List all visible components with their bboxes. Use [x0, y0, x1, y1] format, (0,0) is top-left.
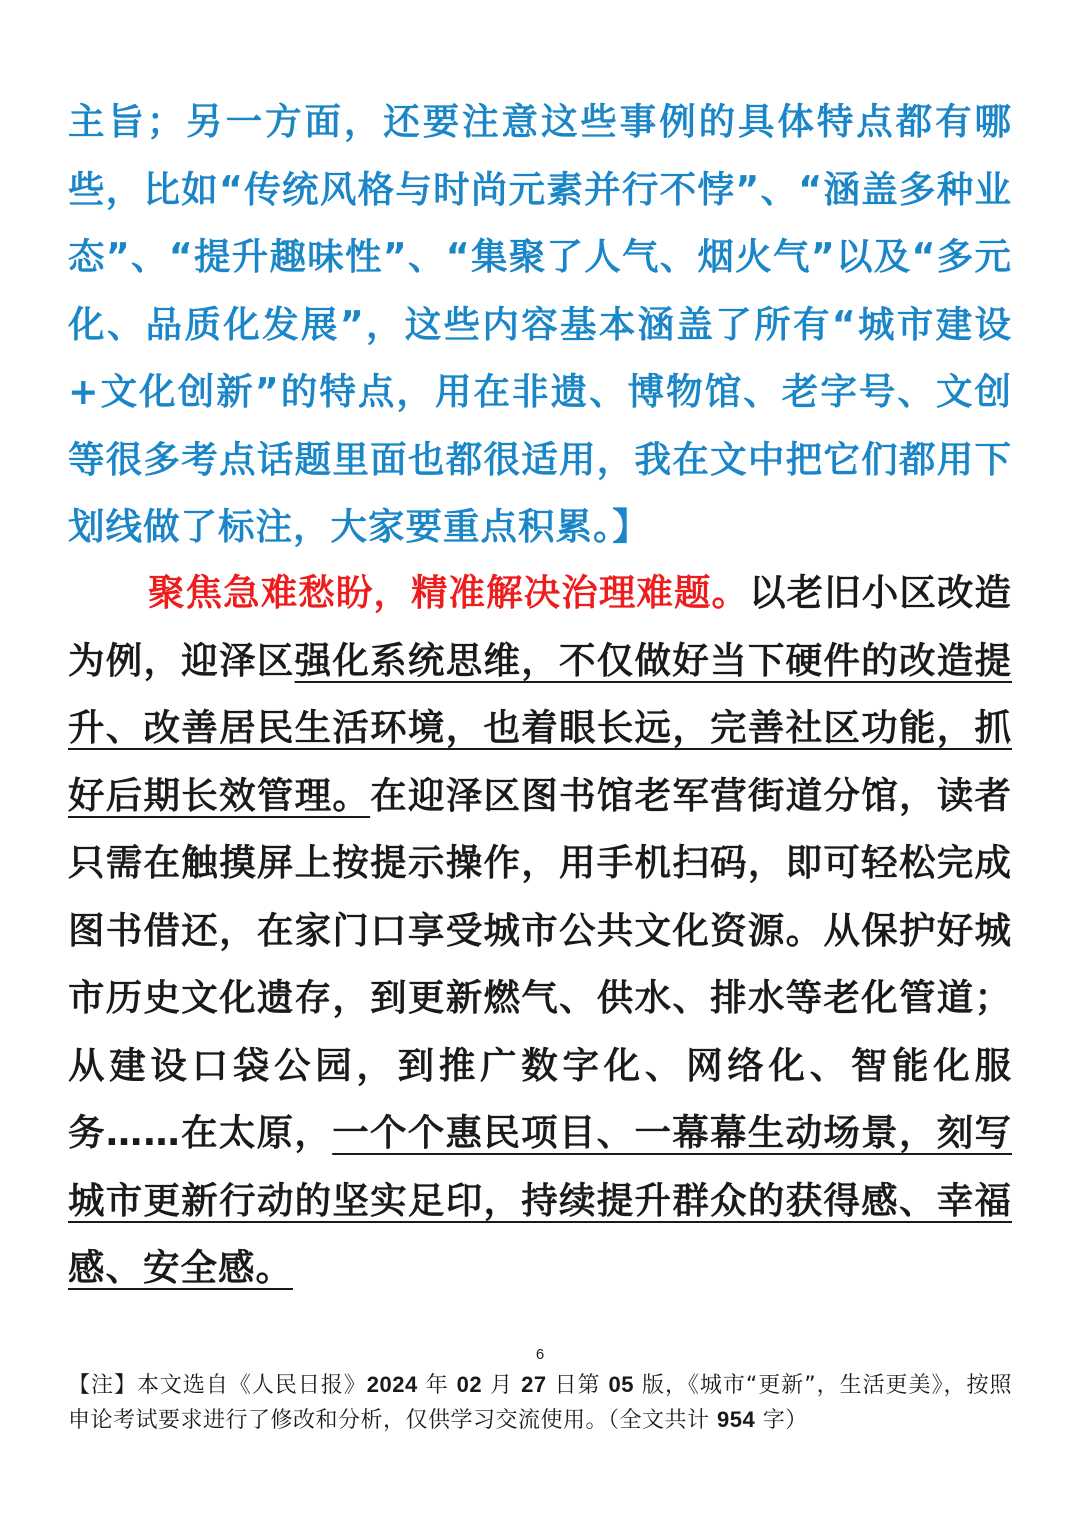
page-number: 6	[535, 1346, 545, 1363]
note-text: 月	[482, 1373, 522, 1398]
body-text-segment: 以老旧小区改造为例，迎泽区	[68, 571, 1013, 682]
note-text: 【注】本文选自《人民日报》	[68, 1373, 367, 1398]
source-note	[68, 1368, 1012, 1438]
underlined-phrase: 强化系统思维，不仅做好当下硬件的改造提升、改善居民生活环境，也着眼长远，完善社区功能，抓好后期长效管理。	[68, 638, 1012, 817]
commentary-text: 主旨；另一方面，还要注意这些事例的具体特点都有哪些，比如“传统风格与时尚元素并行不悖”、“涵盖多种业态”、“提升趣味性”、“集聚了人气、烟火气”以及“多元化、品质化发展”，这些内容基本涵盖了所有“城市建设+文化创新”的特点，用在非遗、博物馆、老字号、文创等很多考点话题里面也都很适用，我在文中把它们都用下划线做了标注，大家要重点积累。】	[68, 100, 1012, 548]
note-year: 2024	[366, 1372, 418, 1397]
body-paragraph	[68, 559, 1012, 1302]
underlined-phrase: 一个个惠民项目、一幕幕生动场景，刻写城市更新行动的坚实足印，持续提升群众的获得感、幸福感、安全感。	[68, 1111, 1013, 1289]
note-word-count: 954	[717, 1407, 756, 1432]
commentary-paragraph	[68, 88, 1012, 561]
note-edition: 05	[608, 1372, 634, 1397]
note-month: 02	[456, 1372, 483, 1397]
note-day: 27	[521, 1372, 547, 1397]
note-text: 日第	[546, 1373, 609, 1398]
note-text: 字）	[755, 1408, 808, 1433]
body-text-segment: 在迎泽区图书馆老军营街道分馆，读者只需在触摸屏上按提示操作，用手机扫码，即可轻松完成图书借还，在家门口享受城市公共文化资源。从保护好城市历史文化遗存，到更新燃气、供水、排水等老化管道；从建设口袋公园，到推广数字化、网络化、智能化服务……在太原，	[68, 773, 1013, 1154]
note-text: 版，《城市“更新”，生活更美》，按照申论考试要求进行了修改和分析，仅供学习交流使用。（全文共计	[68, 1373, 1012, 1433]
section-heading: 聚焦急难愁盼，精准解决治理难题。	[148, 571, 750, 614]
note-text: 年	[417, 1373, 457, 1398]
